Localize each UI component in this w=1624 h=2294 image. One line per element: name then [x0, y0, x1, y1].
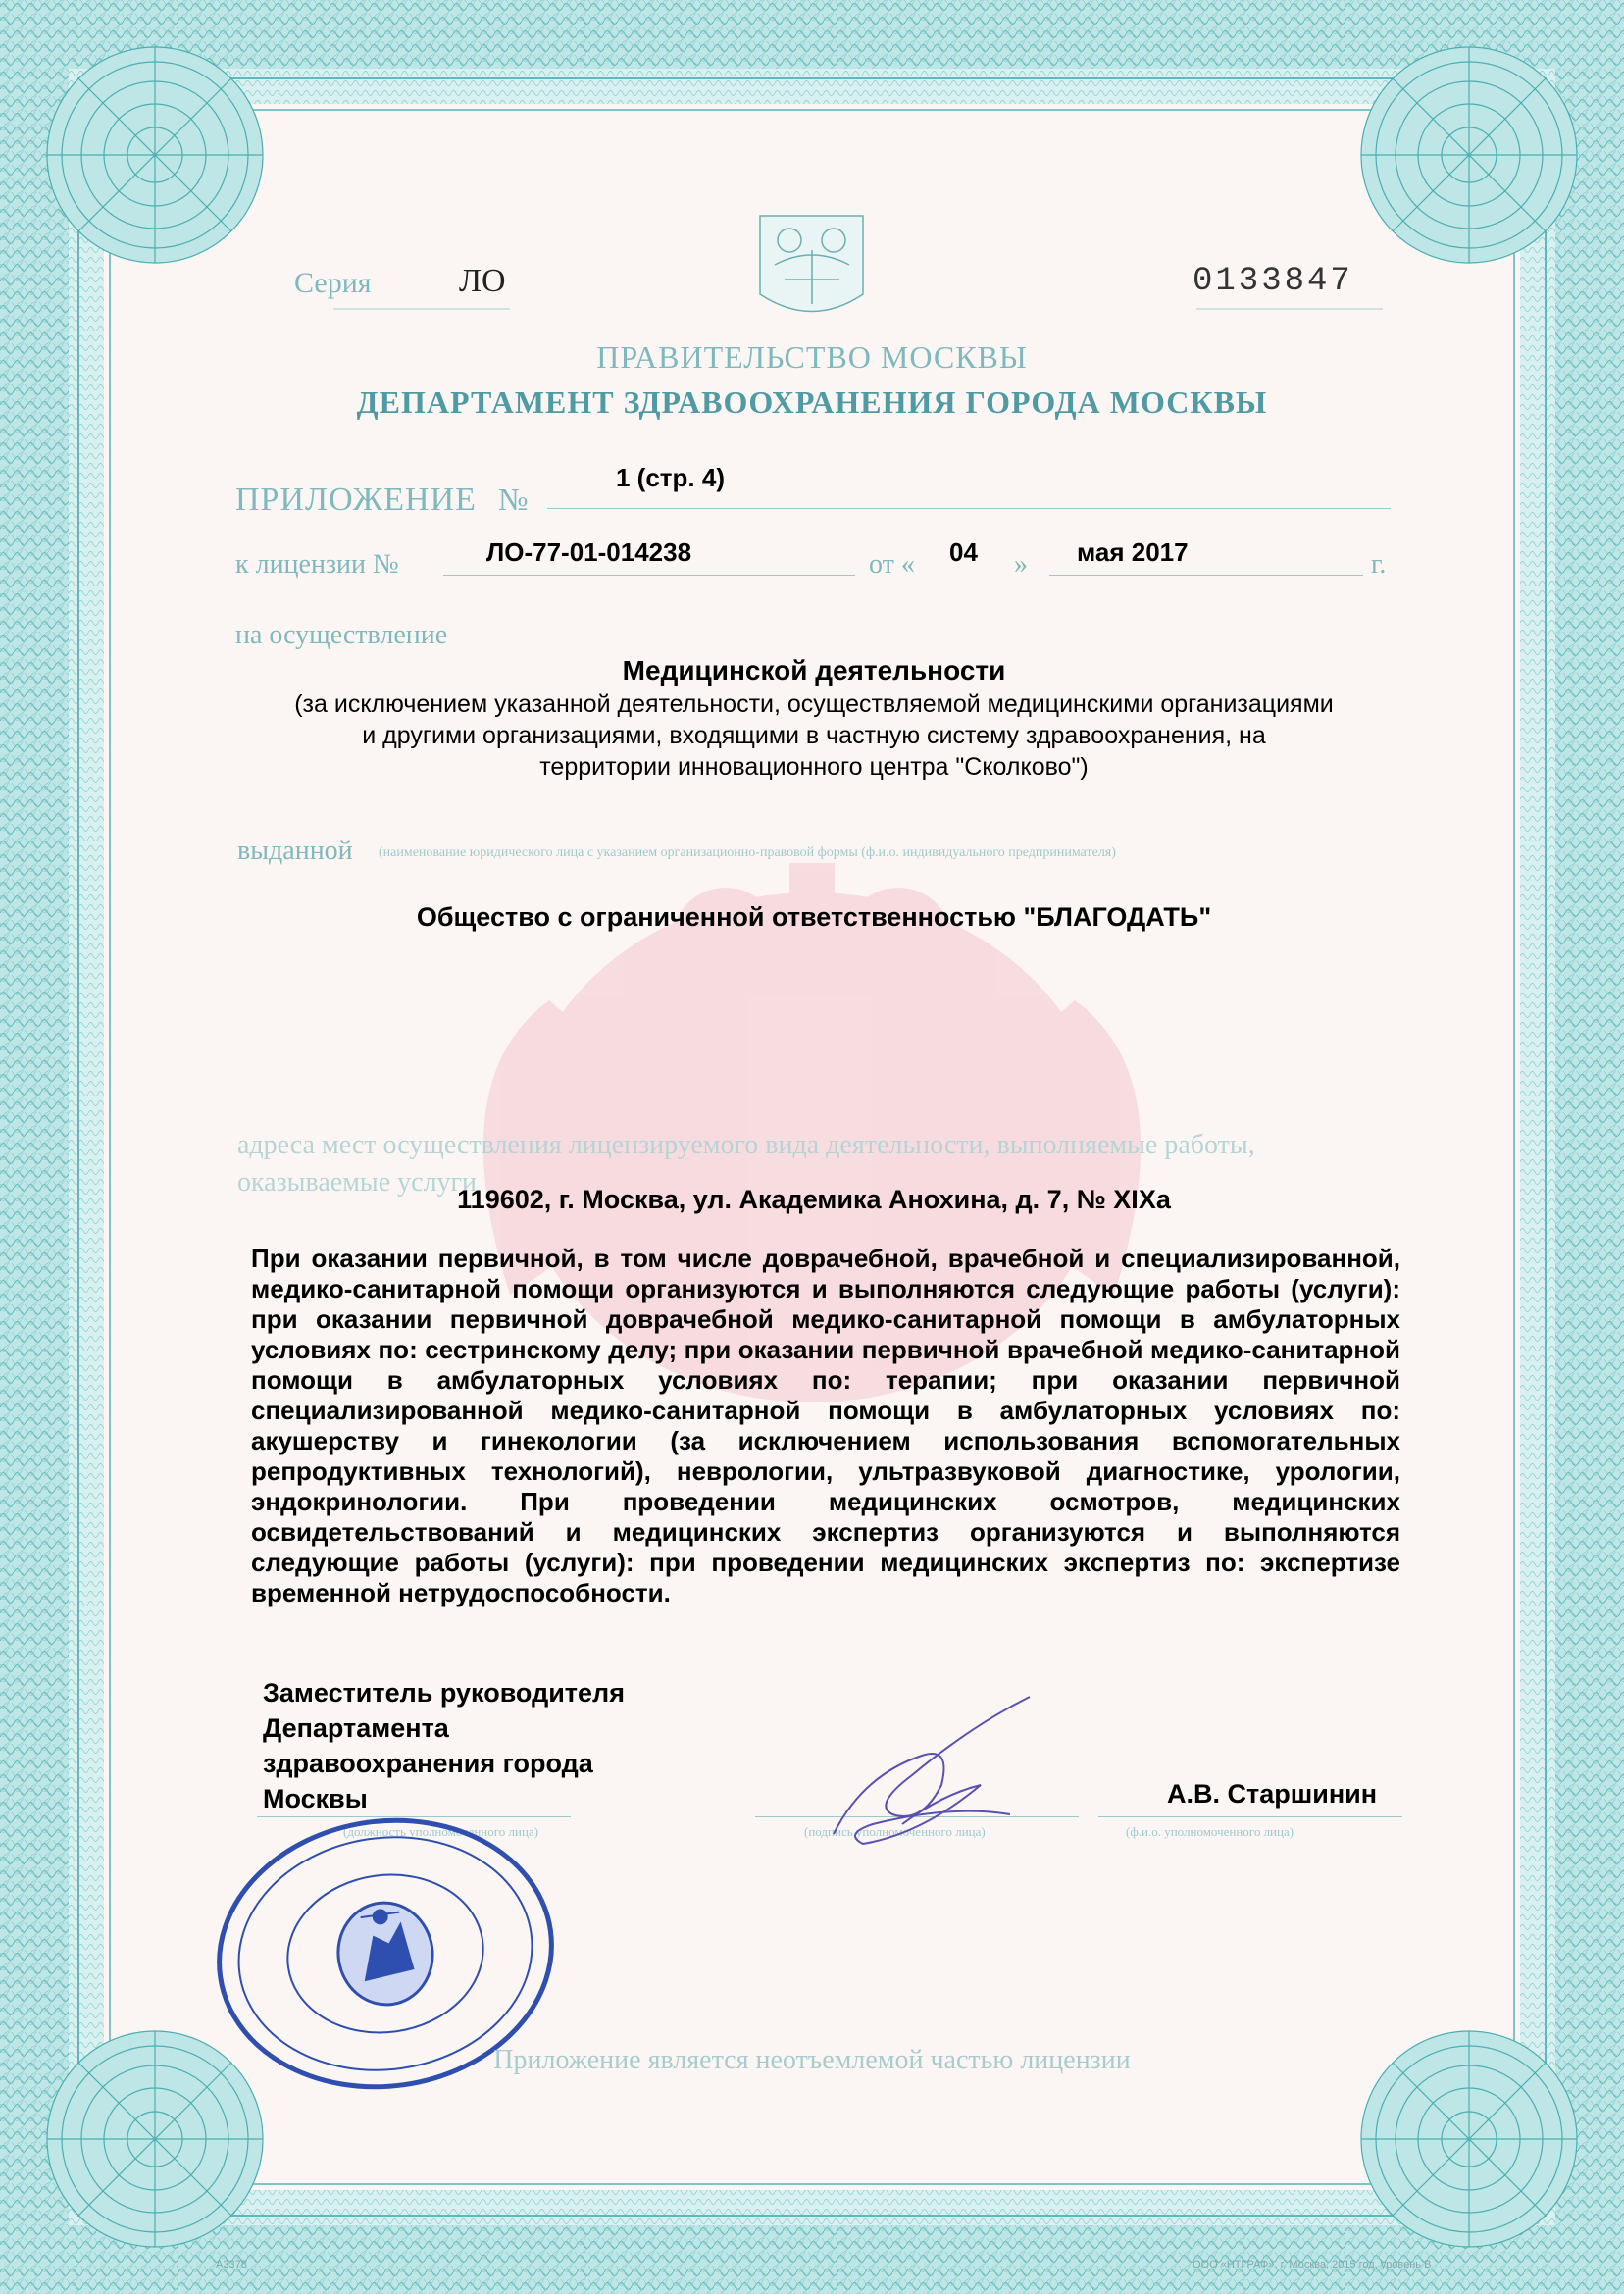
series-value: ЛО [459, 263, 506, 299]
activity-note-line1: (за исключением указанной деятельности, осуществляемой медицинскими организациями [294, 690, 1334, 718]
series-label: Серия [294, 267, 372, 299]
activity-note-line3: территории инновационного центра "Сколково") [539, 753, 1089, 781]
position-line-1: Заместитель руководителя [263, 1678, 625, 1708]
government-title: ПРАВИТЕЛЬСТВО МОСКВЫ [596, 339, 1028, 375]
activity-title: Медицинской деятельности [622, 655, 1006, 686]
addresses-label-line1: адреса мест осуществления лицензируемого вида деятельности, выполняемые работы, [237, 1130, 1255, 1160]
license-close-quote: » [1014, 549, 1028, 580]
license-underline [443, 575, 855, 576]
position-line-4: Москвы [263, 1784, 368, 1813]
footer-note: Приложение является неотъемлемой частью лицензии [493, 2045, 1131, 2075]
caption-position: (должность уполномоченного лица) [343, 1824, 539, 1839]
corner-rosette-top-left [47, 47, 263, 263]
caption-signature: (подпись уполномоченного лица) [804, 1824, 986, 1839]
serial-number: 0133847 [1193, 263, 1353, 300]
issued-hint: (наименование юридического лица с указанием организационно-правовой формы (ф.и.о. индивидуального предпринимателя) [379, 845, 1116, 860]
corner-rosette-top-right [1361, 47, 1577, 263]
printer-info: ООО «НТГРАФ», г. Москва, 2015 год, уровень В [1193, 2259, 1432, 2270]
activity-note-line2: и другими организациями, входящими в частную систему здравоохранения, на [362, 722, 1266, 749]
appendix-number-sign: № [498, 482, 529, 517]
position-line-2: Департамента [263, 1713, 449, 1743]
license-from-label: от « [869, 549, 915, 580]
license-day: 04 [949, 537, 978, 567]
signatory-name: А.В. Старшинин [1167, 1779, 1378, 1809]
position-line-3: здравоохранения города [263, 1749, 593, 1778]
license-month-year: мая 2017 [1077, 537, 1189, 567]
appendix-label: ПРИЛОЖЕНИЕ [235, 482, 477, 518]
appendix-underline [547, 508, 1391, 509]
coat-of-arms-icon [760, 216, 863, 312]
addresses-label-line2: оказываемые услуги [237, 1167, 478, 1198]
issued-label: выданной [237, 836, 353, 866]
name-underline [1098, 1816, 1402, 1817]
organization-name: Общество с ограниченной ответственностью "БЛАГОДАТЬ" [416, 902, 1212, 932]
form-code: А3378 [216, 2259, 247, 2270]
activity-label: на осуществление [235, 620, 448, 650]
license-number: ЛО-77-01-014238 [486, 537, 692, 567]
caption-name: (ф.и.о. уполномоченного лица) [1126, 1824, 1294, 1839]
handwritten-signature [804, 1687, 1059, 1854]
services-text: При оказании первичной, в том числе доврачебной, врачебной и специализированной, медико-санитарной помощи организуются и выполняются следующие работы (услуги): при оказании первичной доврачебной медико-санитарной помощи в амбулаторных условиях по: сестринскому делу; при оказании первичной врачебной медико-санитарной помощи в амбулаторных условиях по: терапии; при оказании первичной специализированной медико-санитарной помощи в амбулаторных условиях по: акушерству и гинекологии (за исключением использования вспомогательных репродуктивных технологий), неврологии, ультразвуковой диагностике, урологии, эндокринологии. При проведении медицинских осмотров, медицинских освидетельствований и медицинских экспертиз организуются и выполняются следующие работы (услуги): при проведении медицинских экспертиз по: экспертизе временной нетрудоспособности. [251, 1244, 1400, 1607]
license-year-suffix: г. [1371, 549, 1387, 580]
department-title: ДЕПАРТАМЕНТ ЗДРАВООХРАНЕНИЯ ГОРОДА МОСКВЫ [356, 384, 1268, 420]
appendix-number: 1 (стр. 4) [616, 463, 725, 492]
address-value: 119602, г. Москва, ул. Академика Анохина, д. 7, № XIXа [457, 1185, 1171, 1214]
license-date-underline [1049, 575, 1363, 576]
signatory-position [263, 1675, 625, 1816]
license-label: к лицензии № [235, 549, 399, 580]
